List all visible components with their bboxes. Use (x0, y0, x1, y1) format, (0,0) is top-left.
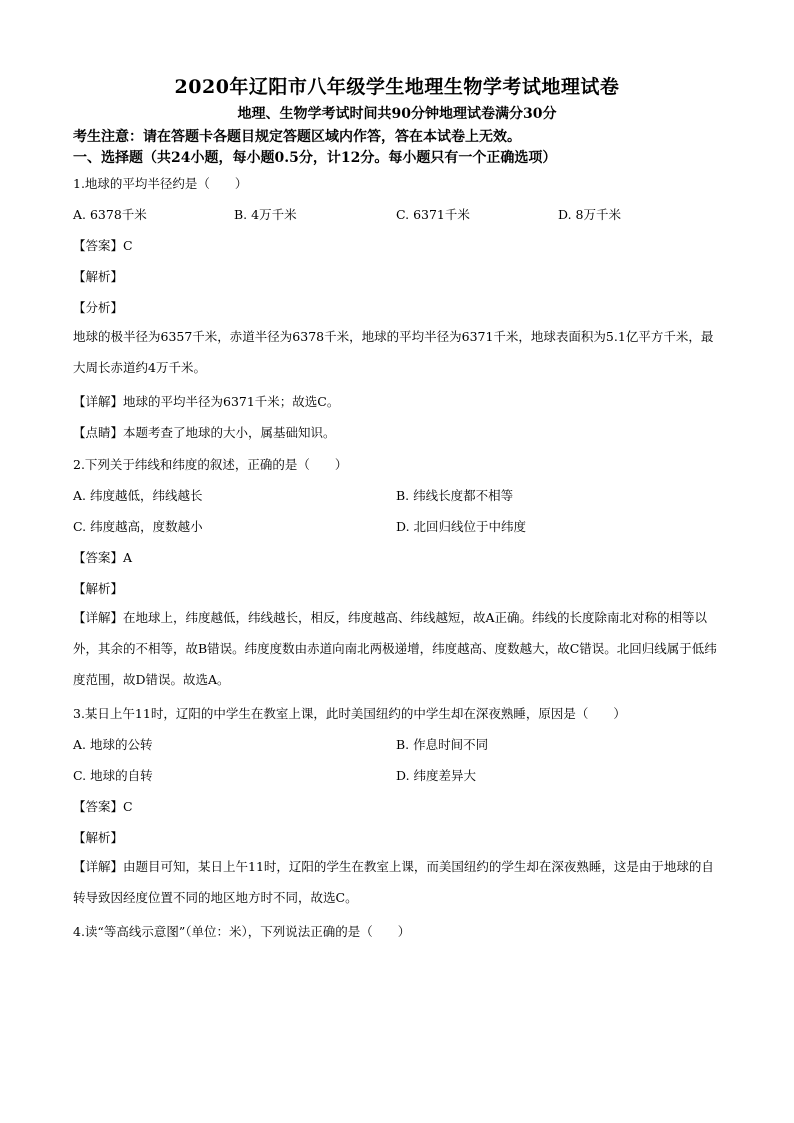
question-1-option-a: A. 6378千米 (73, 207, 147, 222)
question-3-option-c: C. 地球的自转 (73, 768, 153, 783)
question-3-detail: 【详解】由题目可知，某日上午11时，辽阳的学生在教室上课，而美国纽约的学生却在深夜熟睡，这是由于地球的自转导致因经度位置不同的地区地方时不同，故选C。 (73, 859, 714, 905)
question-1-fenxi-label: 【分析】 (73, 300, 124, 315)
question-2-option-c: C. 纬度越高，度数越小 (73, 519, 203, 534)
question-2-option-a: A. 纬度越低，纬线越长 (73, 488, 203, 503)
question-2-analysis-label: 【解析】 (73, 581, 124, 596)
page-subtitle: 地理、生物学考试时间共90分钟地理试卷满分30分 (237, 106, 557, 122)
question-2-option-b: B. 纬线长度都不相等 (396, 488, 514, 503)
question-2-option-d: D. 北回归线位于中纬度 (396, 519, 527, 534)
exam-notice: 考生注意：请在答题卡各题目规定答题区域内作答，答在本试卷上无效。 (73, 129, 521, 145)
question-3-stem: 3.某日上午11时，辽阳的中学生在教室上课，此时美国纽约的中学生却在深夜熟睡，原因是（ ） (73, 706, 626, 721)
question-3-option-d: D. 纬度差异大 (396, 768, 477, 783)
question-2-stem: 2.下列关于纬线和纬度的叙述，正确的是（ ） (73, 457, 348, 472)
question-3-answer: 【答案】C (73, 799, 133, 814)
question-3-option-a: A. 地球的公转 (73, 737, 153, 752)
question-2-answer: 【答案】A (73, 550, 133, 565)
section-heading: 一、选择题（共24小题，每小题0.5分，计12分。每小题只有一个正确选项） (73, 150, 557, 166)
question-3-option-b: B. 作息时间不同 (396, 737, 489, 752)
question-1-comment: 【点睛】本题考查了地球的大小，属基础知识。 (73, 425, 336, 440)
question-1-stem: 1.地球的平均半径约是（ ） (73, 176, 248, 191)
question-1-fenxi-text: 地球的极半径为6357千米，赤道半径为6378千米，地球的平均半径为6371千米，地球表面积为5.1亿平方千米，最大周长赤道约4万千米。 (73, 329, 714, 375)
question-4-stem: 4.读“等高线示意图”（单位：米），下列说法正确的是（ ） (73, 924, 411, 939)
page-title: 2020年辽阳市八年级学生地理生物学考试地理试卷 (174, 76, 620, 98)
question-3-analysis-label: 【解析】 (73, 830, 124, 845)
question-2-detail: 【详解】在地球上，纬度越低，纬线越长，相反，纬度越高、纬线越短，故A正确。纬线的长度除南北对称的相等以外，其余的不相等，故B错误。纬度度数由赤道向南北两极递增，纬度越高、度数越大，故C错误。北回归线属于低纬度范围，故D错误。故选A。 (73, 610, 717, 687)
question-1-answer: 【答案】C (73, 238, 133, 253)
question-1-option-d: D. 8万千米 (558, 207, 621, 222)
question-1-analysis-label: 【解析】 (73, 269, 124, 284)
question-1-option-b: B. 4万千米 (234, 207, 297, 222)
question-1-option-c: C. 6371千米 (396, 207, 470, 222)
question-1-detail: 【详解】地球的平均半径为6371千米；故选C。 (73, 394, 340, 409)
